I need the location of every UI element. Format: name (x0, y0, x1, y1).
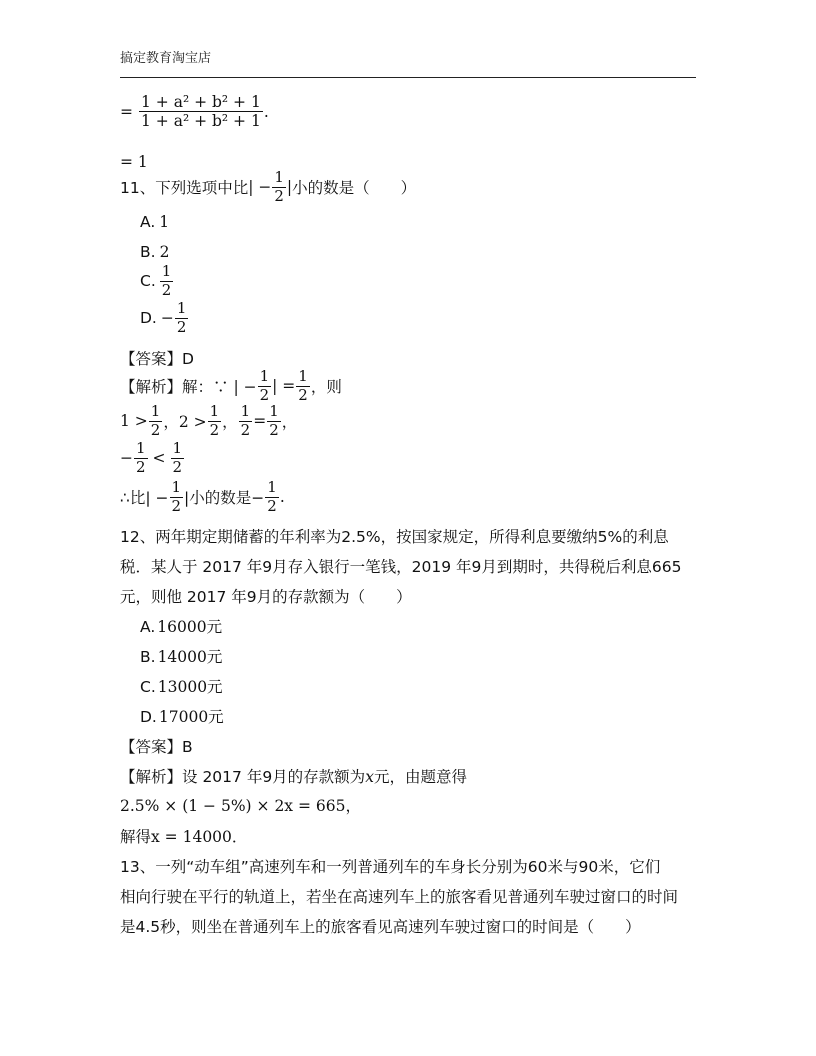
q11-concl-frac1-num: 1 (171, 478, 182, 496)
q11-analysis-frac1-num: 1 (259, 367, 270, 385)
q11-stem-abs-close: | (286, 178, 293, 197)
q11-cmp2-frac2 (171, 441, 185, 476)
q11-cmp2-frac2-num: 1 (172, 439, 183, 457)
q11-analysis-compare2 (120, 441, 185, 476)
q11-concl-frac1-den: 2 (171, 496, 182, 515)
q12-option-b-label: B. (140, 648, 156, 666)
q11-cmp1-b: ，2 > (163, 413, 207, 432)
q12-answer (120, 735, 193, 757)
q11-option-c-fraction (160, 264, 174, 299)
prev-eq-sign: = (120, 102, 133, 121)
q11-option-c-num: 1 (161, 262, 172, 280)
q12-stem-line2: 税．某人于 2017 年9月存入银行一笔钱，2019 年9月到期时，共得税后利息665 (120, 558, 682, 576)
q12-analysis-var: x (365, 768, 374, 786)
q11-analysis-frac2 (296, 369, 310, 404)
q11-option-d-fraction (175, 301, 189, 336)
prev-fraction-den: 1 + a² + b² + 1 (141, 112, 261, 131)
q11-cmp1-e: ， (281, 413, 298, 432)
q11-concl-frac1 (170, 480, 184, 515)
q12-analysis-b: 元，由题意得 (373, 768, 467, 786)
q11-cmp1-frac3-num: 1 (240, 402, 251, 420)
q11-concl-frac2-num: 1 (267, 478, 277, 496)
q11-option-d-num: 1 (176, 299, 187, 317)
q11-option-c (140, 264, 174, 299)
q12-stem-line1: 12、两年期定期储蓄的年利率为2.5%，按国家规定，所得利息要缴纳5%的利息 (120, 528, 669, 546)
q12-solve-a: 解得 (120, 828, 152, 846)
q11-option-a (140, 213, 169, 231)
q11-stem-post: 小的数是（ ） (292, 179, 417, 198)
prev-fraction (139, 94, 263, 130)
prev-fraction-num: 1 + a² + b² + 1 (141, 93, 261, 111)
q12-solve-b: x = 14000． (151, 828, 248, 846)
q12-option-c (140, 675, 223, 697)
q12-option-d (140, 705, 224, 727)
q11-answer (120, 347, 194, 369)
q11-concl-frac2-den: 2 (267, 496, 277, 515)
q11-cmp1-frac3 (239, 404, 253, 439)
q11-option-b-value: 2 (159, 243, 170, 261)
q12-analysis-a: 设 2017 年9月的存款额为 (182, 768, 366, 786)
q11-option-b-label: B. (140, 243, 156, 261)
q12-analysis-tag: 【解析】 (120, 768, 183, 786)
q11-analysis-compare1 (120, 404, 297, 439)
q11-analysis-frac1 (258, 369, 272, 404)
q12-option-a-value: 16000元 (157, 618, 223, 636)
q11-concl-a: ∴比| − (120, 489, 169, 508)
q12-answer-tag: 【答案】 (120, 738, 183, 756)
q11-cmp1-frac4-den: 2 (269, 420, 279, 439)
q13-stem-line3: 是4.5秒，则坐在普通列车上的旅客看见高速列车驶过窗口的时间是（ ） (120, 918, 641, 936)
q11-answer-tag: 【答案】 (120, 350, 183, 368)
q12-option-a-label: A. (140, 618, 156, 636)
q11-stem-frac-num: 1 (274, 168, 284, 186)
q11-analysis-frac2-num: 1 (298, 367, 308, 385)
q11-option-a-value: 1 (159, 213, 170, 231)
q12-equation: 2.5% × (1 − 5%) × 2x = 665， (120, 797, 361, 815)
q12-answer-value: B (182, 738, 193, 756)
q11-option-a-label: A. (140, 213, 156, 231)
q11-cmp1-frac2 (208, 404, 222, 439)
q11-cmp1-frac2-num: 1 (209, 402, 220, 420)
q11-cmp1-c: ， (222, 413, 238, 432)
q11-stem-pre: 11、下列选项中比 (120, 179, 249, 198)
q11-cmp1-a: 1 > (120, 412, 148, 431)
q11-cmp2-a: − (120, 449, 133, 468)
q11-analysis-then: ，则 (310, 378, 342, 397)
q11-cmp1-frac4-num: 1 (269, 402, 279, 420)
prev-result: = 1 (120, 153, 148, 171)
q11-concl-b: |小的数是− (184, 489, 265, 508)
q11-cmp2-frac1-den: 2 (136, 457, 146, 476)
q11-option-b (140, 243, 169, 261)
q11-cmp1-d: = (253, 412, 267, 431)
header-shop-name: 搞定教育淘宝店 (120, 51, 212, 66)
q12-option-b (140, 645, 222, 667)
q11-cmp2-frac1-num: 1 (136, 439, 146, 457)
q12-stem-line3: 元，则他 2017 年9月的存款额为（ ） (120, 588, 412, 606)
q11-stem-fraction (272, 170, 286, 205)
prev-fraction-line (120, 94, 269, 130)
q11-analysis-intro: 解：∵ | − (182, 378, 257, 397)
q11-cmp1-frac1-num: 1 (150, 402, 161, 420)
q11-cmp1-frac3-den: 2 (240, 420, 251, 439)
q11-analysis-line1 (120, 369, 342, 404)
q11-analysis-conclusion (120, 480, 285, 515)
q13-stem-line2: 相向行驶在平行的轨道上，若坐在高速列车上的旅客看见普通列车驶过窗口的时间 (120, 888, 679, 906)
header-rule (120, 77, 696, 78)
q11-option-d-den: 2 (176, 317, 187, 336)
q12-option-c-value: 13000元 (157, 678, 223, 696)
q11-option-c-den: 2 (161, 280, 172, 299)
q11-analysis-frac1-den: 2 (259, 385, 270, 404)
q12-option-c-label: C. (140, 678, 156, 696)
q11-cmp2-frac1 (134, 441, 148, 476)
q11-concl-frac2 (265, 480, 279, 515)
q11-cmp1-frac1-den: 2 (150, 420, 161, 439)
q12-option-d-label: D. (140, 708, 157, 726)
q13-stem-line1: 13、一列“动车组”高速列车和一列普通列车的车身长分别为60米与90米，它们 (120, 858, 661, 876)
q11-option-d-sign: − (160, 309, 174, 328)
q11-analysis-eq: | = (272, 377, 296, 396)
q11-option-d (140, 301, 189, 336)
q11-stem-frac-den: 2 (274, 186, 284, 205)
q12-option-b-value: 14000元 (157, 648, 223, 666)
q12-solution (120, 825, 247, 847)
q11-analysis-tag: 【解析】 (120, 378, 183, 397)
q12-option-d-value: 17000元 (158, 708, 224, 726)
q11-cmp1-frac4 (267, 404, 281, 439)
q11-stem-abs: | − (248, 178, 272, 197)
prev-fraction-end: . (263, 102, 269, 121)
q11-cmp2-frac2-den: 2 (172, 457, 183, 476)
q11-concl-c: . (279, 488, 285, 507)
q11-option-d-label: D. (140, 309, 157, 328)
q11-stem (120, 170, 416, 205)
q12-analysis (120, 765, 467, 787)
q11-option-c-label: C. (140, 272, 156, 291)
q11-analysis-frac2-den: 2 (298, 385, 308, 404)
q11-cmp1-frac2-den: 2 (209, 420, 220, 439)
q11-answer-value: D (182, 350, 194, 368)
q11-cmp1-frac1 (149, 404, 163, 439)
q12-option-a (140, 615, 222, 637)
q11-cmp2-b: < (152, 449, 166, 468)
